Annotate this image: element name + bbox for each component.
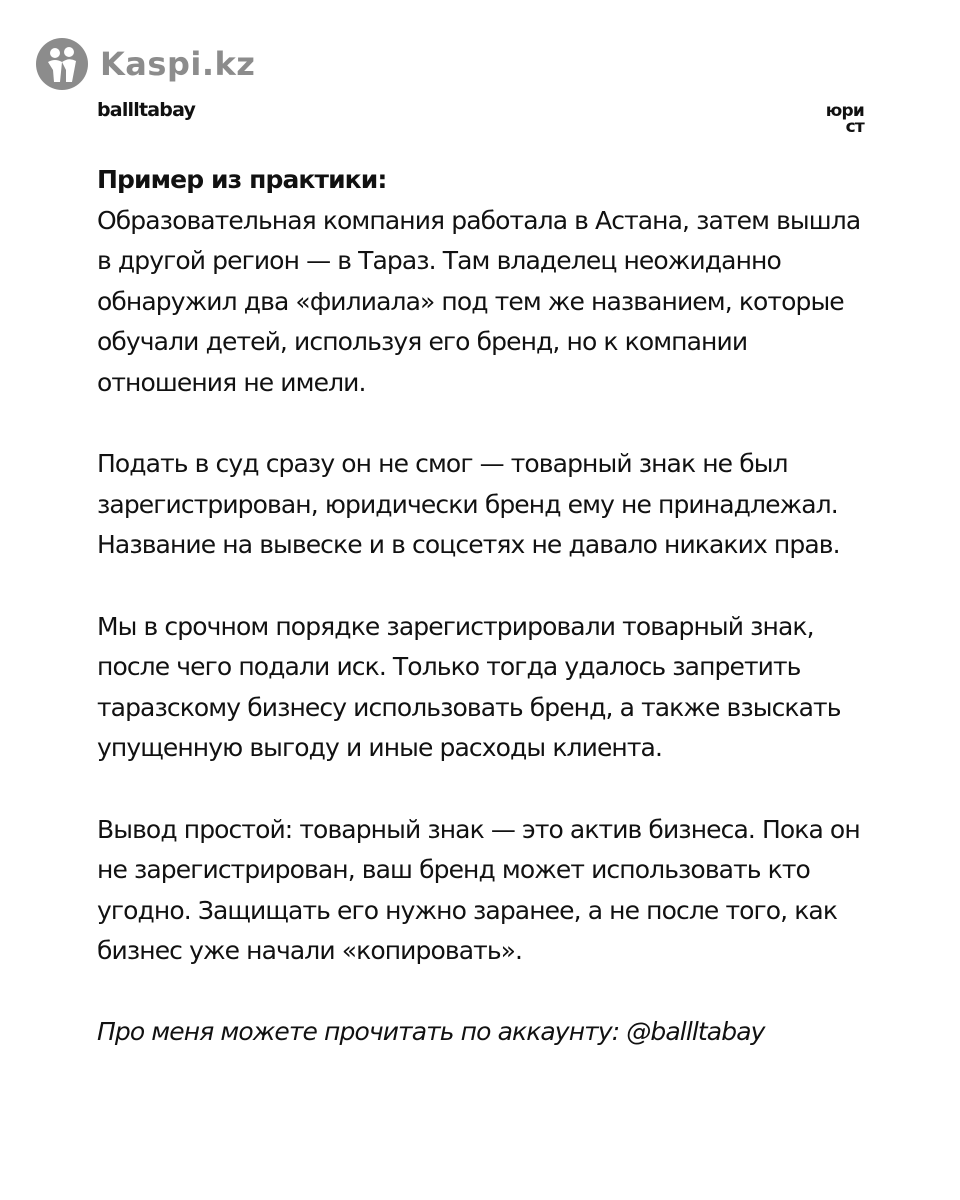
paragraph-2: Подать в суд сразу он не смог — товарный знак не был зарегистрирован, юридически бренд ему не принадлежал. Название на вывеске и в соцсетях не давало никаких прав. [97,449,840,560]
post-heading: Пример из практики: [97,165,387,194]
paragraph-4: Вывод простой: товарный знак — это актив бизнеса. Пока он не зарегистрирован, ваш бренд может использовать кто угодно. Защищать его нужно заранее, а не после того, как бизнес уже начали «копировать». [97,814,860,966]
author-handle: ballltabay [97,99,196,121]
corner-mark-line2: ст [845,117,864,137]
footer-note: Про меня можете прочитать по аккаунту: @ballltabay [97,1017,765,1047]
paragraph-3: Мы в срочном порядке зарегистрировали товарный знак, после чего подали иск. Только тогда удалось запретить таразскому бизнесу использовать бренд, а также взыскать упущенную выгоду и иные расходы клиента. [97,611,841,763]
kaspi-logo-icon [36,38,88,90]
corner-mark-line1: юри [825,101,864,121]
corner-mark [826,103,864,135]
paragraph-intro [97,160,877,404]
kaspi-watermark [36,38,255,90]
kaspi-brand-text: Kaspi.kz [100,45,256,83]
paragraph-1: Образовательная компания работала в Астана, затем вышла в другой регион — в Тараз. Там владелец неожиданно обнаружил два «филиала» под тем же названием, которые обучали детей, используя его бренд, но к компании отношения не имели. [97,205,861,397]
post-body [97,160,877,1053]
